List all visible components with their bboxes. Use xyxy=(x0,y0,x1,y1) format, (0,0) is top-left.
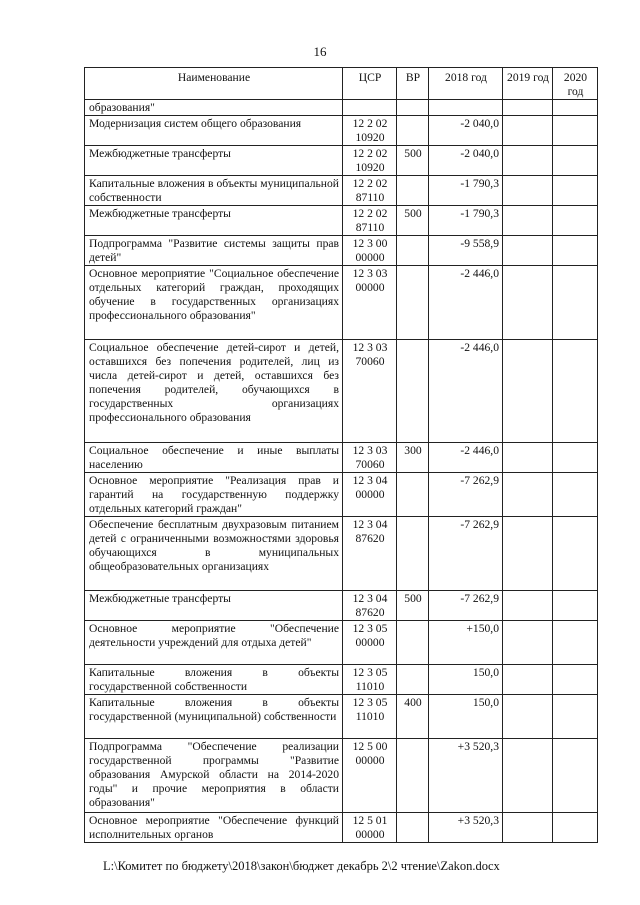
row-2018-cell: 150,0 xyxy=(429,665,503,695)
row-name-cell: Основное мероприятие "Обеспечение функций исполнительных органов xyxy=(85,813,343,843)
row-2020-cell xyxy=(553,739,598,813)
header-vr: ВР xyxy=(397,68,429,100)
row-name-cell: Межбюджетные трансферты xyxy=(85,146,343,176)
table-body xyxy=(85,100,598,843)
table-row xyxy=(85,739,598,813)
row-2018-cell: 150,0 xyxy=(429,695,503,739)
table-row xyxy=(85,591,598,621)
row-2019-cell xyxy=(503,206,553,236)
row-2019-cell xyxy=(503,116,553,146)
row-csr-cell: 12 2 02 10920 xyxy=(343,116,397,146)
row-vr-cell xyxy=(397,236,429,266)
table-row xyxy=(85,100,598,116)
row-2020-cell xyxy=(553,146,598,176)
row-vr-cell: 500 xyxy=(397,591,429,621)
row-2019-cell xyxy=(503,340,553,443)
row-2020-cell xyxy=(553,206,598,236)
row-csr-cell: 12 3 04 87620 xyxy=(343,517,397,591)
table-row xyxy=(85,665,598,695)
row-2019-cell xyxy=(503,176,553,206)
table-row xyxy=(85,443,598,473)
row-name-cell: Основное мероприятие "Обеспечение деятельности учреждений для отдыха детей" xyxy=(85,621,343,665)
row-2020-cell xyxy=(553,695,598,739)
row-2020-cell xyxy=(553,473,598,517)
row-csr-cell: 12 3 00 00000 xyxy=(343,236,397,266)
row-2018-cell: -1 790,3 xyxy=(429,176,503,206)
page-number: 16 xyxy=(313,44,327,59)
row-csr-cell: 12 5 00 00000 xyxy=(343,739,397,813)
table-row xyxy=(85,236,598,266)
row-2018-cell: +3 520,3 xyxy=(429,739,503,813)
row-vr-cell: 500 xyxy=(397,206,429,236)
row-vr-cell xyxy=(397,517,429,591)
row-name-cell: Капитальные вложения в объекты государственной (муниципальной) собственности xyxy=(85,695,343,739)
table-row xyxy=(85,473,598,517)
row-2020-cell xyxy=(553,266,598,340)
row-vr-cell xyxy=(397,176,429,206)
row-2020-cell xyxy=(553,591,598,621)
row-2019-cell xyxy=(503,695,553,739)
row-2019-cell xyxy=(503,665,553,695)
table-row xyxy=(85,116,598,146)
table-row xyxy=(85,621,598,665)
header-name: Наименование xyxy=(85,68,343,100)
row-csr-cell: 12 2 02 10920 xyxy=(343,146,397,176)
table-row xyxy=(85,206,598,236)
row-2020-cell xyxy=(553,443,598,473)
row-name-cell: Межбюджетные трансферты xyxy=(85,206,343,236)
file-path-footer: L:\Комитет по бюджету\2018\закон\бюджет декабрь 2\2 чтение\Zakon.docx xyxy=(103,859,500,873)
row-csr-cell: 12 5 01 00000 xyxy=(343,813,397,843)
row-csr-cell: 12 3 05 00000 xyxy=(343,621,397,665)
row-2020-cell xyxy=(553,813,598,843)
row-csr-cell: 12 2 02 87110 xyxy=(343,176,397,206)
row-csr-cell: 12 3 05 11010 xyxy=(343,695,397,739)
row-2020-cell xyxy=(553,665,598,695)
row-2019-cell xyxy=(503,739,553,813)
table-row xyxy=(85,695,598,739)
row-2019-cell xyxy=(503,100,553,116)
budget-table xyxy=(84,67,598,843)
row-2018-cell: -2 446,0 xyxy=(429,443,503,473)
table-row xyxy=(85,517,598,591)
row-2018-cell: -7 262,9 xyxy=(429,591,503,621)
row-vr-cell xyxy=(397,340,429,443)
row-csr-cell xyxy=(343,100,397,116)
row-vr-cell xyxy=(397,621,429,665)
table-row xyxy=(85,146,598,176)
table-row xyxy=(85,340,598,443)
row-2020-cell xyxy=(553,176,598,206)
row-name-cell: Социальное обеспечение детей-сирот и детей, оставшихся без попечения родителей, лиц из числа детей-сирот и детей, оставшихся без попечения родителей, обучающихся в государственных организациях профессионального образования xyxy=(85,340,343,443)
row-csr-cell: 12 2 02 87110 xyxy=(343,206,397,236)
row-2018-cell: +150,0 xyxy=(429,621,503,665)
row-2019-cell xyxy=(503,146,553,176)
row-2018-cell: -7 262,9 xyxy=(429,473,503,517)
row-vr-cell: 300 xyxy=(397,443,429,473)
table-row xyxy=(85,813,598,843)
row-2018-cell: -7 262,9 xyxy=(429,517,503,591)
row-2018-cell xyxy=(429,100,503,116)
header-2018: 2018 год xyxy=(429,68,503,100)
row-vr-cell xyxy=(397,665,429,695)
row-2019-cell xyxy=(503,517,553,591)
row-2018-cell: -2 040,0 xyxy=(429,116,503,146)
row-2020-cell xyxy=(553,621,598,665)
row-vr-cell xyxy=(397,116,429,146)
row-csr-cell: 12 3 04 00000 xyxy=(343,473,397,517)
row-vr-cell xyxy=(397,100,429,116)
row-2018-cell: -9 558,9 xyxy=(429,236,503,266)
row-2019-cell xyxy=(503,621,553,665)
row-csr-cell: 12 3 03 00000 xyxy=(343,266,397,340)
row-csr-cell: 12 3 03 70060 xyxy=(343,443,397,473)
row-2019-cell xyxy=(503,266,553,340)
table-row xyxy=(85,266,598,340)
row-2020-cell xyxy=(553,236,598,266)
row-csr-cell: 12 3 05 11010 xyxy=(343,665,397,695)
row-2019-cell xyxy=(503,443,553,473)
row-csr-cell: 12 3 03 70060 xyxy=(343,340,397,443)
row-2019-cell xyxy=(503,473,553,517)
row-2019-cell xyxy=(503,236,553,266)
header-csr: ЦСР xyxy=(343,68,397,100)
row-vr-cell xyxy=(397,813,429,843)
row-name-cell: Межбюджетные трансферты xyxy=(85,591,343,621)
row-name-cell: Капитальные вложения в объекты государственной собственности xyxy=(85,665,343,695)
row-2018-cell: +3 520,3 xyxy=(429,813,503,843)
header-2020: 2020 год xyxy=(553,68,598,100)
row-name-cell: Основное мероприятие "Социальное обеспечение отдельных категорий граждан, проходящих обучение в государственных организациях профессионального образования" xyxy=(85,266,343,340)
row-vr-cell xyxy=(397,739,429,813)
row-name-cell: Основное мероприятие "Реализация прав и гарантий на государственную поддержку отдельных категорий граждан" xyxy=(85,473,343,517)
row-vr-cell: 400 xyxy=(397,695,429,739)
row-vr-cell: 500 xyxy=(397,146,429,176)
row-name-cell: Модернизация систем общего образования xyxy=(85,116,343,146)
row-name-cell: Подпрограмма "Обеспечение реализации государственной программы "Развитие образования Амурской области на 2014-2020 годы" и прочие мероприятия в области образования" xyxy=(85,739,343,813)
row-2019-cell xyxy=(503,591,553,621)
row-2018-cell: -2 040,0 xyxy=(429,146,503,176)
table-row xyxy=(85,176,598,206)
row-name-cell: Обеспечение бесплатным двухразовым питанием детей с ограниченными возможностями здоровья обучающихся в муниципальных общеобразовательных организациях xyxy=(85,517,343,591)
row-name-cell: образования" xyxy=(85,100,343,116)
row-2020-cell xyxy=(553,340,598,443)
row-name-cell: Социальное обеспечение и иные выплаты населению xyxy=(85,443,343,473)
row-2020-cell xyxy=(553,116,598,146)
row-vr-cell xyxy=(397,473,429,517)
row-2018-cell: -1 790,3 xyxy=(429,206,503,236)
table-header-row xyxy=(85,68,598,100)
row-name-cell: Подпрограмма "Развитие системы защиты прав детей" xyxy=(85,236,343,266)
row-2018-cell: -2 446,0 xyxy=(429,266,503,340)
row-vr-cell xyxy=(397,266,429,340)
header-2019: 2019 год xyxy=(503,68,553,100)
row-2020-cell xyxy=(553,100,598,116)
row-2019-cell xyxy=(503,813,553,843)
row-name-cell: Капитальные вложения в объекты муниципальной собственности xyxy=(85,176,343,206)
row-2020-cell xyxy=(553,517,598,591)
row-csr-cell: 12 3 04 87620 xyxy=(343,591,397,621)
row-2018-cell: -2 446,0 xyxy=(429,340,503,443)
